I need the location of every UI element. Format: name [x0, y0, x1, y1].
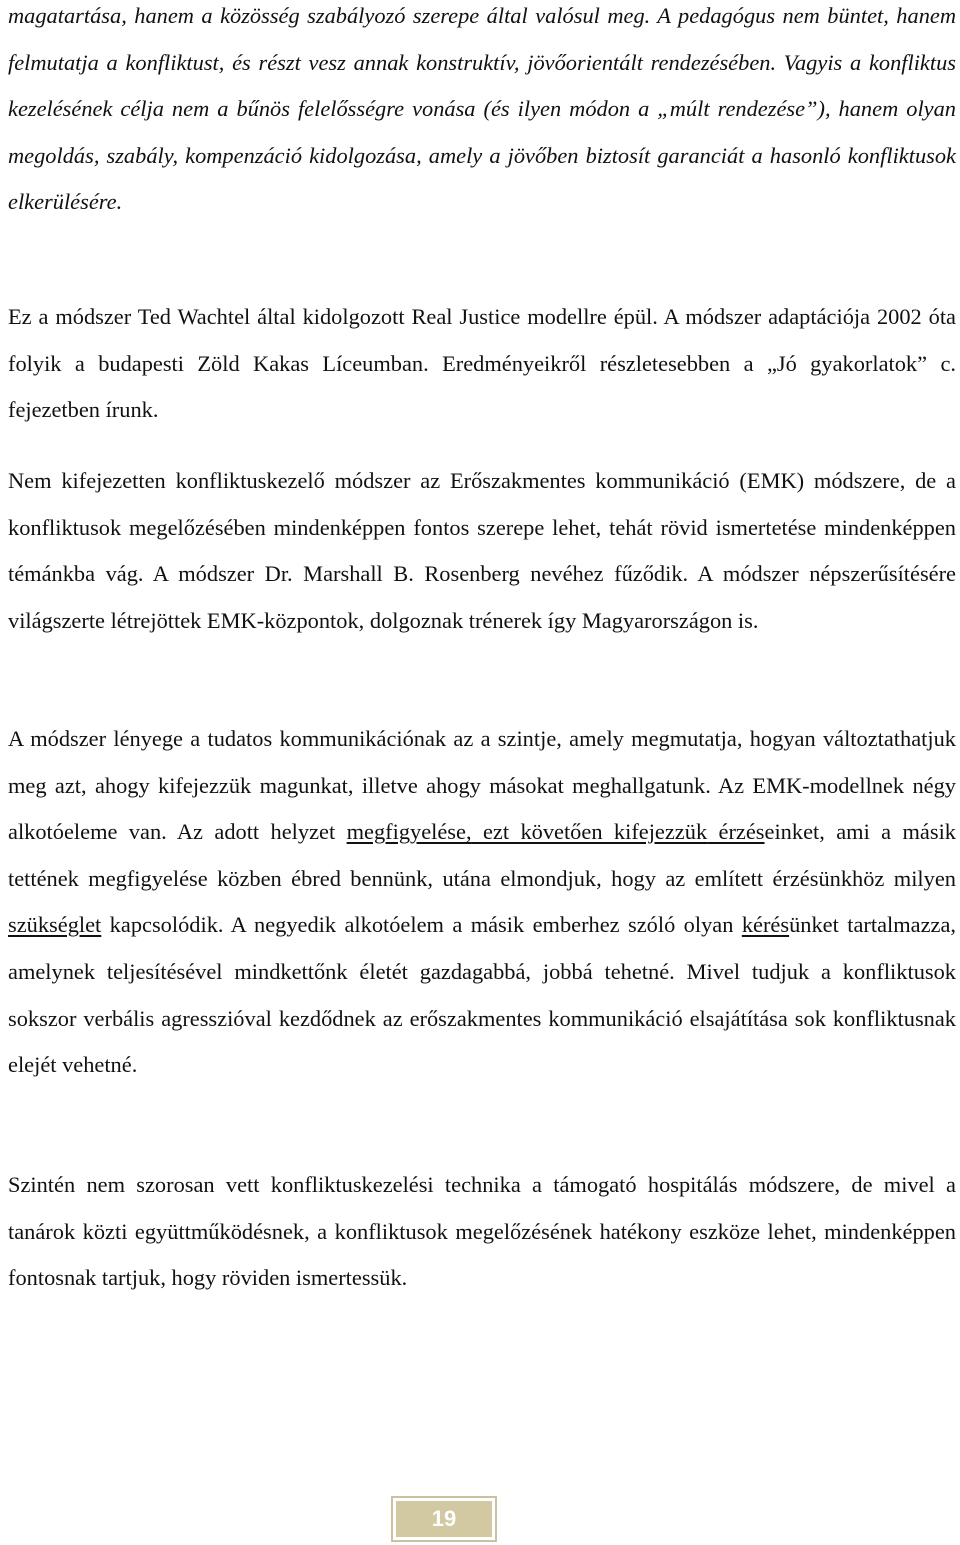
text-segment: einket, ami a másik tettének megfigyelése közben ébred bennünk, utána elmondjuk, hogy az említett érzésünkhöz milyen — [8, 819, 956, 891]
keyword-request: kérés — [741, 912, 790, 938]
page-number: 19 — [396, 1501, 492, 1537]
page-number-box — [391, 1496, 497, 1542]
keyword-feeling: érzés — [707, 819, 765, 845]
text-segment: A módszer lényege a tudatos kommunikációnak az a szintje, amely megmutatja, hogyan változtathatjuk meg azt, ahogy kifejezzük magunkat, illetve ahogy másokat meghallgatunk. Az EMK-modellnek négy alkotóeleme van. Az adott helyzet — [8, 726, 956, 845]
paragraph-real-justice: Ez a módszer Ted Wachtel által kidolgozott Real Justice modellre épül. A módszer adaptációja 2002 óta folyik a budapesti Zöld Kakas Líceumban. Eredményeikről részletesebben a „Jó gyakorlatok” c. fejezetben írunk. — [8, 304, 956, 423]
text-segment: ünket tartalmazza, amelynek teljesítésével mindkettőnk életét gazdagabbá, jobbá tehetné. Mivel tudjuk a konfliktusok sokszor verbális agresszióval kezdődnek az erőszakmentes kommunikáció elsajátítása sok konfliktusnak elejét vehetné. — [8, 912, 956, 1078]
paragraph-nvc-components — [8, 716, 956, 1089]
keyword-need: szükséglet — [8, 912, 102, 938]
text-segment: kapcsolódik. A negyedik alkotóelem a másik emberhez szóló olyan — [101, 912, 742, 938]
text-segment: ezt követően kifejezzük — [471, 819, 708, 845]
paragraph-restorative-justice-continuation: magatartása, hanem a közösség szabályozó szerepe által valósul meg. A pedagógus nem büntet, hanem felmutatja a konfliktust, és részt vesz annak konstruktív, jövőorientált rendezésében. Vagyis a konfliktus kezelésének célja nem a bűnös felelősségre vonása (és ilyen módon a „múlt rendezése”), hanem olyan megoldás, szabály, kompenzáció kidolgozása, amely a jövőben biztosít garanciát a hasonló konfliktusok elkerülésére. — [8, 3, 956, 215]
keyword-observation: megfigyelése, — [346, 819, 472, 845]
paragraph-supportive-observation: Szintén nem szorosan vett konfliktuskezelési technika a támogató hospitálás módszere, de mivel a tanárok közti együttműködésnek, a konfliktusok megelőzésének hatékony eszköze lehet, mindenképpen fontosnak tartjuk, hogy röviden ismertessük. — [8, 1172, 956, 1291]
paragraph-nonviolent-communication-intro: Nem kifejezetten konfliktuskezelő módszer az Erőszakmentes kommunikáció (EMK) módszere, de a konfliktusok megelőzésében mindenképpen fontos szerepe lehet, tehát rövid ismertetése mindenképpen témánkba vág. A módszer Dr. Marshall B. Rosenberg nevéhez fűződik. A módszer népszerűsítésére világszerte létrejöttek EMK-központok, dolgoznak trénerek így Magyarországon is. — [8, 468, 956, 633]
